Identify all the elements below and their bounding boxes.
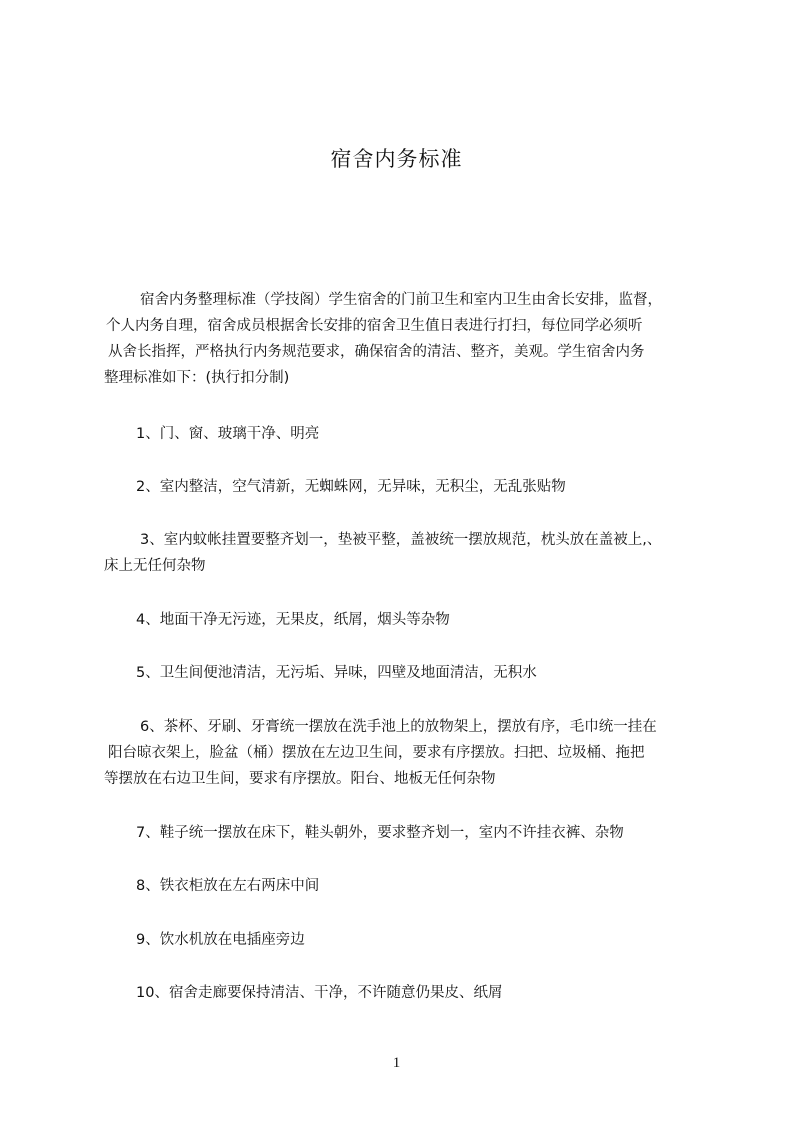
intro-line: 个人内务自理，宿舍成员根据舍长安排的宿舍卫生值日表进行打扫，每位同学必须听 — [106, 318, 643, 334]
rule-line: 8、铁衣柜放在左右两床中间 — [136, 878, 320, 894]
intro-paragraph — [104, 287, 724, 391]
rule-line: 等摆放在右边卫生间，要求有序摆放。阳台、地板无任何杂物 — [104, 771, 496, 787]
rule-item-4 — [136, 607, 450, 633]
document-title: 宿舍内务标准 — [330, 147, 463, 171]
rule-line: 阳台晾衣架上，脸盆（桶）摆放在左边卫生间，要求有序摆放。扫把、垃圾桶、拖把 — [108, 745, 645, 761]
rule-line: 10、宿舍走廊要保持清洁、干净，不许随意仍果皮、纸屑 — [136, 985, 503, 1001]
page-number: 1 — [392, 1055, 401, 1071]
rule-line: 7、鞋子统一摆放在床下，鞋头朝外，要求整齐划一，室内不许挂衣裤、杂物 — [136, 825, 624, 841]
rule-line: 床上无任何杂物 — [104, 558, 206, 574]
rule-line: 1、门、窗、玻璃干净、明亮 — [136, 426, 320, 442]
rule-item-7 — [136, 820, 624, 846]
rule-line: 6、茶杯、牙刷、牙膏统一摆放在洗手池上的放物架上，摆放有序，毛巾统一挂在 — [140, 719, 657, 735]
rule-item-10 — [136, 980, 502, 1006]
intro-line: 从舍长指挥，严格执行内务规范要求，确保宿舍的清洁、整齐，美观。学生宿舍内务 — [108, 344, 645, 360]
rule-line: 2、室内整洁，空气清新，无蜘蛛网，无异味，无积尘，无乱张贴物 — [136, 479, 566, 495]
rule-item-2 — [136, 474, 566, 500]
rule-item-3 — [104, 527, 661, 579]
intro-line: 整理标准如下：(执行扣分制) — [104, 370, 290, 386]
rule-item-6 — [104, 714, 657, 792]
rule-item-5 — [136, 660, 537, 686]
rule-line: 4、地面干净无污迹，无果皮，纸屑，烟头等杂物 — [136, 612, 450, 628]
rule-line: 5、卫生间便池清洁，无污垢、异味，四壁及地面清洁，无积水 — [136, 665, 537, 681]
rule-item-1 — [136, 421, 319, 447]
rule-line: 9、饮水机放在电插座旁边 — [136, 932, 305, 948]
rule-item-8 — [136, 873, 319, 899]
rule-line: 3、室内蚊帐挂置要整齐划一，垫被平整，盖被统一摆放规范，枕头放在盖被上,、 — [140, 532, 662, 548]
rule-item-9 — [136, 927, 305, 953]
intro-line: 宿舍内务整理标准（学技阁）学生宿舍的门前卫生和室内卫生由舍长安排，监督， — [140, 292, 662, 308]
